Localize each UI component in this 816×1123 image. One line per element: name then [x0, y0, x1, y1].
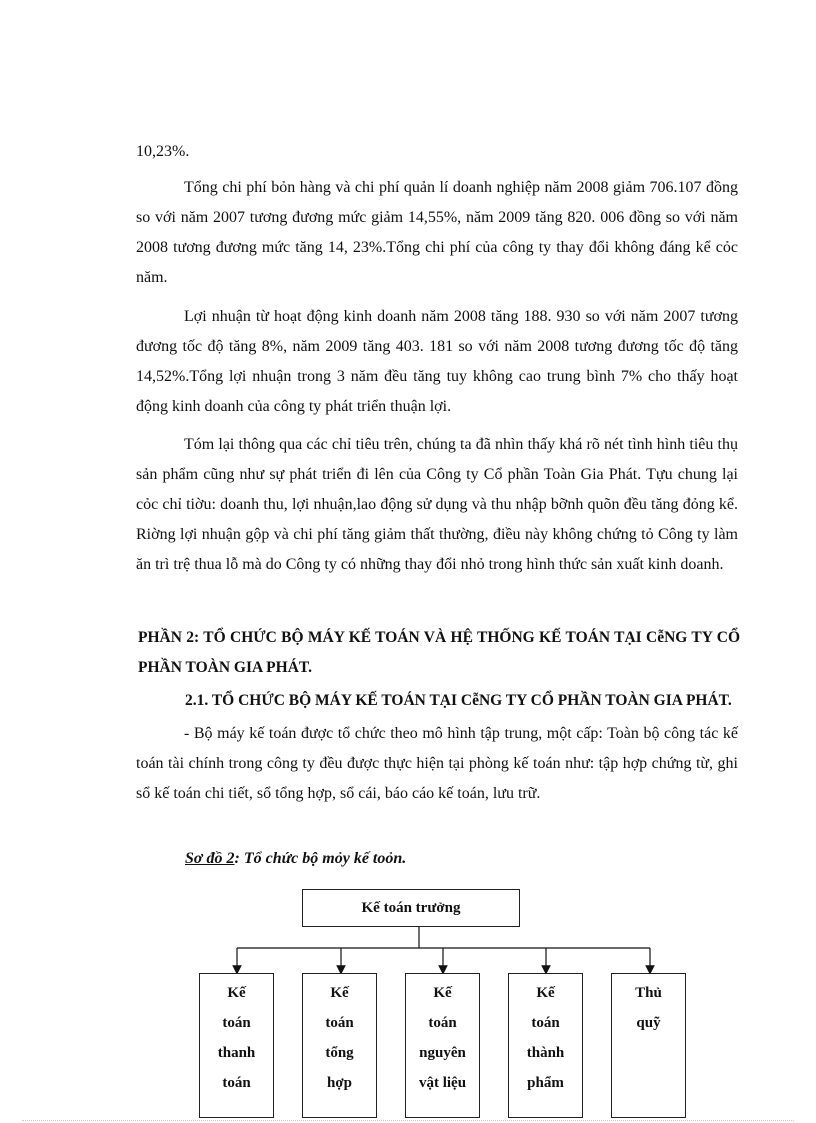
- treasurer-box: [611, 973, 686, 1118]
- box-line: toán: [222, 1075, 251, 1091]
- box-line: vật liệu: [418, 1075, 467, 1091]
- diagram-caption-text: : Tổ chức bộ mỏy kế toỏn.: [234, 850, 407, 867]
- paragraph-profit: Lợi nhuận từ hoạt động kinh doanh năm 2008 tăng 188. 930 so với năm 2007 tương đương tốc độ tăng 8%, năm 2009 tăng 403. 181 so với năm 2008 tương đương tốc độ tăng 14,52%.Tổng lợi nhuận trong 3 năm đều tăng tuy không cao trung bình 7% cho thấy hoạt động kinh doanh của công ty phát triển thuận lợi.: [136, 308, 738, 415]
- box-line: nguyên: [419, 1045, 466, 1061]
- box-line: toán: [531, 1015, 560, 1031]
- box-line: Kế: [330, 985, 349, 1001]
- paragraph-summary: Tóm lại thông qua các chỉ tiêu trên, chúng ta đã nhìn thấy khá rõ nét tình hình tiêu thụ sản phẩm cũng như sự phát triển đi lên của Công ty Cổ phần Toàn Gia Phát. Tựu chung lại cỏc chỉ tiờu: doanh thu, lợi nhuận,lao động sử dụng và thu nhập bỡnh quõn đều tăng đỏng kể. Riờng lợi nhuận gộp và chi phí tăng giảm thất thường, điều này không chứng tỏ Công ty làm ăn trì trệ thua lỗ mà do Công ty có những thay đổi nhỏ trong hình thức sản xuất kinh doanh.: [136, 436, 738, 573]
- general-accountant-box: [302, 973, 377, 1118]
- box-line: phẩm: [527, 1075, 564, 1091]
- box-line: quỹ: [636, 1015, 661, 1031]
- box-line: Kế: [536, 985, 555, 1001]
- paragraph-accounting-structure: - Bộ máy kế toán được tổ chức theo mô hình tập trung, một cấp: Toàn bộ công tác kế toán tài chính trong công ty đều được thực hiện tại phòng kế toán như: tập hợp chứng từ, ghi sổ kế toán chi tiết, sổ tổng hợp, sổ cái, báo cáo kế toán, lưu trữ.: [136, 725, 738, 802]
- box-line: Kế: [433, 985, 452, 1001]
- page-bottom-dotted-edge: [22, 1120, 794, 1121]
- box-line: Thủ: [635, 985, 662, 1001]
- box-line: toán: [325, 1015, 354, 1031]
- finished-goods-accountant-box: [508, 973, 583, 1118]
- box-line: hợp: [327, 1075, 352, 1091]
- diagram-caption-label: Sơ đồ 2: [185, 850, 235, 867]
- payment-accountant-box: [199, 973, 274, 1118]
- box-line: thanh: [217, 1045, 256, 1061]
- diagram-caption: [185, 850, 406, 868]
- materials-accountant-box: [405, 973, 480, 1118]
- box-line: tổng: [325, 1045, 354, 1061]
- section-2-1-heading: 2.1. TỔ CHỨC BỘ MÁY KẾ TOÁN TẠI CễNG TY CỔ PHẦN TOÀN GIA PHÁT.: [185, 692, 732, 709]
- box-line: thành: [526, 1045, 565, 1061]
- box-line: toán: [222, 1015, 251, 1031]
- part-2-heading: PHẦN 2: TỔ CHỨC BỘ MÁY KẾ TOÁN VÀ HỆ THỐNG KẾ TOÁN TẠI CễNG TY CỔ PHẦN TOÀN GIA PHÁT.: [138, 629, 740, 676]
- chief-accountant-box: Kế toán trưởng: [302, 889, 520, 927]
- box-line: toán: [428, 1015, 457, 1031]
- paragraph-costs: Tổng chi phí bỏn hàng và chi phí quản lí doanh nghiệp năm 2008 giảm 706.107 đồng so với năm 2007 tương đương mức giảm 14,55%, năm 2009 tăng 820. 006 đồng so với năm 2008 tương đương mức tăng 14, 23%.Tổng chi phí của công ty thay đổi không đáng kể cỏc năm.: [136, 179, 738, 286]
- paragraph-percentage: 10,23%.: [136, 143, 190, 160]
- box-line: Kế: [227, 985, 246, 1001]
